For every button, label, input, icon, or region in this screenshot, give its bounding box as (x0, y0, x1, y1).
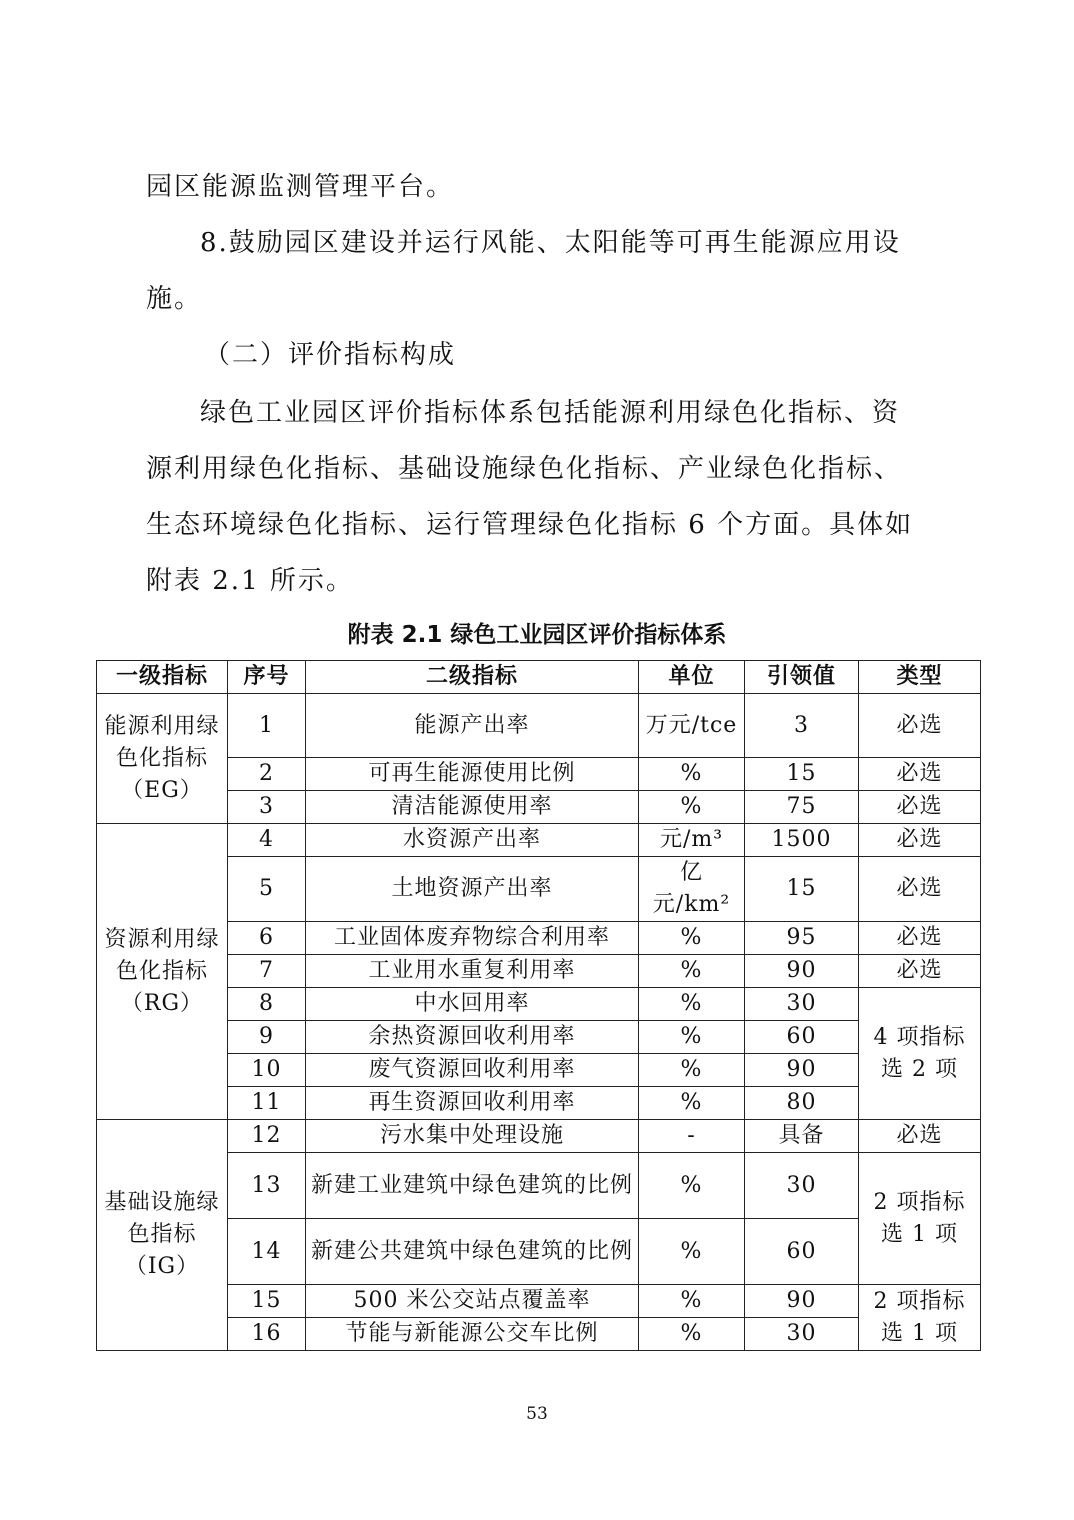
paragraph-line: 8.鼓励园区建设并运行风能、太阳能等可再生能源应用设 (200, 228, 901, 258)
table-row (97, 1219, 981, 1285)
row-number: 15 (228, 1285, 306, 1318)
value-cell: 60 (745, 1021, 859, 1054)
table-caption: 附表 2.1 绿色工业园区评价指标体系 (347, 622, 727, 648)
unit-cell: % (639, 922, 745, 955)
table-row (97, 1021, 981, 1054)
paragraph-line: 生态环境绿色化指标、运行管理绿色化指标 6 个方面。具体如 (146, 510, 914, 540)
unit-cell: % (639, 1087, 745, 1120)
paragraph-line: 园区能源监测管理平台。 (146, 172, 455, 202)
paragraph-line: 施。 (146, 284, 203, 314)
indicator-name: 再生资源回收利用率 (306, 1087, 639, 1120)
value-cell: 30 (745, 1153, 859, 1219)
paragraph-line: 附表 2.1 所示。 (146, 566, 354, 596)
indicator-name: 工业用水重复利用率 (306, 955, 639, 988)
table-row (97, 824, 981, 857)
table-row (97, 1054, 981, 1087)
unit-cell: % (639, 1219, 745, 1285)
unit-cell: 万元/tce (639, 694, 745, 758)
row-number: 1 (228, 694, 306, 758)
table-row (97, 955, 981, 988)
row-number: 4 (228, 824, 306, 857)
type-cell: 必选 (859, 922, 981, 955)
indicator-name: 能源产出率 (306, 694, 639, 758)
type-cell: 必选 (859, 955, 981, 988)
row-number: 16 (228, 1318, 306, 1351)
group-cell-ig: 基础设施绿色指标（IG） (97, 1120, 228, 1351)
type-cell: 2 项指标选 1 项 (859, 1285, 981, 1351)
group-cell-rg: 资源利用绿色化指标（RG） (97, 824, 228, 1120)
indicator-name: 污水集中处理设施 (306, 1120, 639, 1153)
unit-cell: % (639, 1153, 745, 1219)
indicator-table (96, 660, 981, 1351)
value-cell: 90 (745, 1285, 859, 1318)
value-cell: 95 (745, 922, 859, 955)
table-row (97, 988, 981, 1021)
type-cell: 必选 (859, 857, 981, 922)
header-cell: 单位 (639, 661, 745, 694)
value-cell: 60 (745, 1219, 859, 1285)
header-cell: 序号 (228, 661, 306, 694)
header-cell: 类型 (859, 661, 981, 694)
unit-cell: % (639, 1285, 745, 1318)
unit-cell: % (639, 791, 745, 824)
row-number: 7 (228, 955, 306, 988)
value-cell: 30 (745, 988, 859, 1021)
type-cell: 必选 (859, 791, 981, 824)
table-row (97, 857, 981, 922)
type-cell: 4 项指标选 2 项 (859, 988, 981, 1120)
unit-cell: % (639, 1054, 745, 1087)
table-row (97, 1153, 981, 1219)
table-row (97, 694, 981, 758)
header-cell: 引领值 (745, 661, 859, 694)
unit-cell: % (639, 1318, 745, 1351)
value-cell: 75 (745, 791, 859, 824)
type-cell: 必选 (859, 824, 981, 857)
row-number: 14 (228, 1219, 306, 1285)
indicator-name: 新建工业建筑中绿色建筑的比例 (306, 1153, 639, 1219)
header-cell: 二级指标 (306, 661, 639, 694)
indicator-name: 中水回用率 (306, 988, 639, 1021)
table-row (97, 1318, 981, 1351)
indicator-name: 工业固体废弃物综合利用率 (306, 922, 639, 955)
section-heading: （二）评价指标构成 (204, 340, 457, 370)
row-number: 5 (228, 857, 306, 922)
unit-cell: 亿元/km² (639, 857, 745, 922)
row-number: 2 (228, 758, 306, 791)
row-number: 3 (228, 791, 306, 824)
type-cell: 必选 (859, 758, 981, 791)
paragraph-line: 源利用绿色化指标、基础设施绿色化指标、产业绿色化指标、 (146, 454, 903, 484)
group-cell-eg: 能源利用绿色化指标（EG） (97, 694, 228, 824)
row-number: 10 (228, 1054, 306, 1087)
row-number: 12 (228, 1120, 306, 1153)
row-number: 6 (228, 922, 306, 955)
type-cell: 2 项指标选 1 项 (859, 1153, 981, 1285)
unit-cell: % (639, 758, 745, 791)
indicator-name: 土地资源产出率 (306, 857, 639, 922)
indicator-name: 新建公共建筑中绿色建筑的比例 (306, 1219, 639, 1285)
value-cell: 90 (745, 955, 859, 988)
row-number: 11 (228, 1087, 306, 1120)
unit-cell: - (639, 1120, 745, 1153)
row-number: 8 (228, 988, 306, 1021)
table-header-row (97, 661, 981, 694)
row-number: 9 (228, 1021, 306, 1054)
unit-cell: % (639, 988, 745, 1021)
table-row (97, 791, 981, 824)
value-cell: 30 (745, 1318, 859, 1351)
page-number: 53 (526, 1404, 548, 1424)
table-row (97, 922, 981, 955)
table-row (97, 1087, 981, 1120)
table-row (97, 1285, 981, 1318)
unit-cell: % (639, 955, 745, 988)
type-cell: 必选 (859, 694, 981, 758)
indicator-name: 节能与新能源公交车比例 (306, 1318, 639, 1351)
table-row (97, 758, 981, 791)
indicator-name: 500 米公交站点覆盖率 (306, 1285, 639, 1318)
indicator-name: 废气资源回收利用率 (306, 1054, 639, 1087)
unit-cell: % (639, 1021, 745, 1054)
value-cell: 15 (745, 857, 859, 922)
header-cell: 一级指标 (97, 661, 228, 694)
table-row (97, 1120, 981, 1153)
indicator-name: 水资源产出率 (306, 824, 639, 857)
row-number: 13 (228, 1153, 306, 1219)
indicator-name: 清洁能源使用率 (306, 791, 639, 824)
value-cell: 90 (745, 1054, 859, 1087)
indicator-name: 余热资源回收利用率 (306, 1021, 639, 1054)
value-cell: 具备 (745, 1120, 859, 1153)
unit-cell: 元/m³ (639, 824, 745, 857)
value-cell: 1500 (745, 824, 859, 857)
value-cell: 15 (745, 758, 859, 791)
indicator-name: 可再生能源使用比例 (306, 758, 639, 791)
type-cell: 必选 (859, 1120, 981, 1153)
value-cell: 3 (745, 694, 859, 758)
value-cell: 80 (745, 1087, 859, 1120)
paragraph-line: 绿色工业园区评价指标体系包括能源利用绿色化指标、资 (200, 398, 901, 428)
